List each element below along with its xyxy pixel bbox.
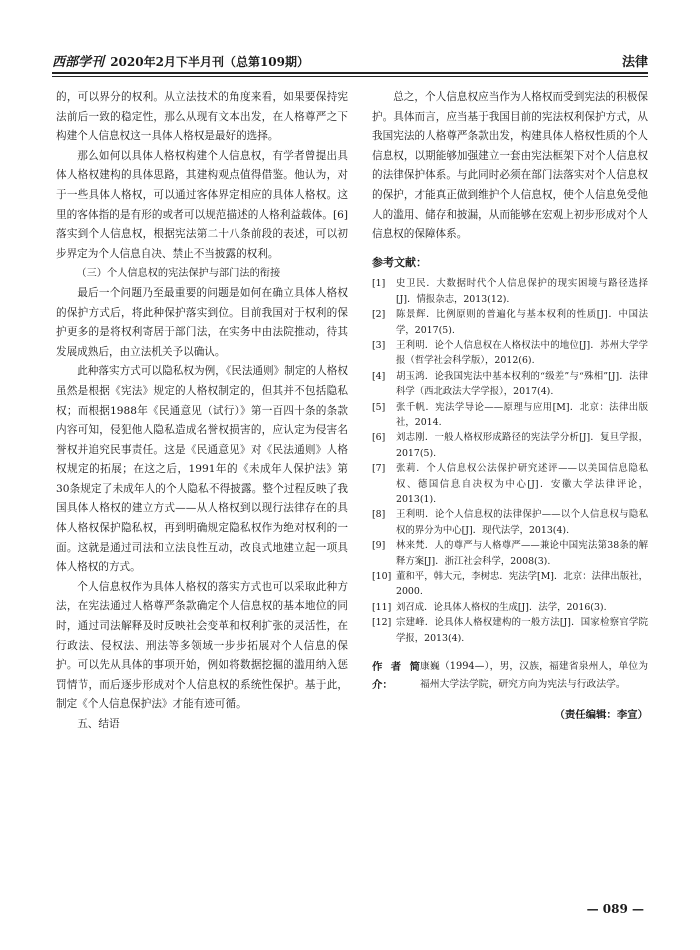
reference-item: [4] 胡玉鸿．论我国宪法中基本权利的“级差”与“殊相”[J]．法律科学（西北政法大学学报），2017(4). — [372, 370, 648, 398]
paragraph: 此种落实方式可以隐私权为例，《民法通则》制定的人格权虽然是根据《宪法》规定的人格权制定的，但其并不包括隐私权；而根据1988年《民通意见（试行）》第一百四十条的条款内容可知，侵犯他人隐私造成名誉权损害的，应认定为侵害名誉权并追究民事责任。这是《民通意见》对《民法通则》人格权规定的拓展；在这之后，1991年的《未成年人保护法》第30条规定了未成年人的个人隐私不得披露。整个过程反映了我国具体人格权的建立方式——从人格权到以现行法律存在的具体人格权保护隐私权，再到明确规定隐私权作为绝对权利的一面。这就是通过司法和立法良性互动，改良式地建立起一项具体人格权的方式。 — [56, 365, 348, 574]
references-list — [372, 276, 648, 646]
author-text: 康巍（1994—），男，汉族，福建省泉州人，单位为福州大学法学院，研究方向为宪法与行政法学。 — [420, 661, 648, 691]
paragraph: 个人信息权作为具体人格权的落实方式也可以采取此种方法，在宪法通过人格尊严条款确定个人信息权的基本地位的同时，通过司法解释及时反映社会变革和权利扩张的灵活性，在行政法、侵权法、刑法等多领域一步步拓展对个人信息的保护。可以先从具体的事项开始，例如将数据挖掘的滥用纳入惩罚情节，而后逐步形成对个人信息权的系统性保护。基于此，制定《个人信息保护法》才能有迹可循。 — [56, 580, 348, 711]
journal-info — [52, 51, 309, 70]
reference-item: [8] 王利明．论个人信息权的法律保护——以个人信息权与隐私权的界分为中心[J]．现代法学，2013(4). — [372, 509, 648, 536]
reference-item: [5] 张千帆．宪法学导论——原理与应用[M]．北京：法律出版社，2014. — [372, 401, 648, 428]
journal-logo: 西部学刊 — [52, 55, 105, 70]
right-column — [372, 88, 648, 726]
header-rule-thick — [52, 72, 648, 74]
paragraph: 那么如何以具体人格权构建个人信息权，有学者曾提出具体人格权建构的具体思路，其建构观点值得借鉴。他认为，对于一些具体人格权，可以通过客体界定相应的具体人格权。这里的客体指的是有形的或者可以规范描述的人格利益载体。[6]落实到个人信息权，根据宪法第二十八条前段的表述，可以初步界定为个人信息自决、禁止不当披露的权利。 — [56, 149, 348, 260]
references-title: 参考文献： — [372, 255, 427, 269]
reference-item: [7] 张莉．个人信息权公法保护研究述评——以美国信息隐私权、德国信息自决权为中心[J]．安徽大学法律评论，2013(1). — [372, 463, 648, 506]
reference-item: [9] 林来梵．人的尊严与人格尊严——兼论中国宪法第38条的解释方案[J]．浙江社会科学，2008(3). — [372, 540, 648, 567]
paragraph: 最后一个问题乃至最重要的问题是如何在确立具体人格权的保护方式后，将此种保护落实到位。目前我国对于权利的保护更多的是将权利寄居于部门法，在实务中由法院推动，待其发展成熟后，由立法机关予以确认。 — [56, 286, 348, 358]
issue-info: 2020年2月下半月刊（总第109期） — [110, 55, 310, 69]
reference-item: [12] 宗建峰．论具体人格权建构的一般方法[J]．国家检察官学院学报，2013(4). — [372, 617, 648, 644]
reference-item: [1] 史卫民．大数据时代个人信息保护的现实困境与路径选择[J]．情报杂志，2013(12). — [372, 278, 648, 305]
section-name: 法律 — [621, 55, 648, 70]
author-label: 作者简介： — [372, 661, 420, 692]
reference-item: [2] 陈景辉．比例原则的普遍化与基本权利的性质[J]．中国法学，2017(5). — [372, 309, 648, 336]
reference-item: [10] 董和平，韩大元，李树忠．宪法学[M]．北京：法律出版社，2000. — [372, 571, 648, 598]
running-header — [52, 48, 648, 70]
reference-item: [11] 刘召成．论具体人格权的生成[J]．法学，2016(3). — [372, 601, 607, 613]
subsection-heading: （三）个人信息权的宪法保护与部门法的衔接 — [76, 268, 281, 280]
responsible-editor: （责任编辑：李宣） — [554, 709, 648, 722]
section-heading: 五、结语 — [77, 718, 120, 730]
paragraph: 的，可以界分的权利。从立法技术的角度来看，如果要保持宪法前后一致的稳定性，那么从现有文本出发，在人格尊严之下构建个人信息权这一具体人格权是最好的选择。 — [56, 91, 348, 143]
page-number: — 089 — — [586, 902, 644, 916]
header-rule-thin — [52, 76, 648, 77]
reference-item: [6] 刘志刚．一般人格权形成路径的宪法学分析[J]．复旦学报，2017(5). — [372, 432, 648, 459]
left-column — [56, 88, 348, 735]
paragraph: 总之，个人信息权应当作为人格权而受到宪法的积极保护。具体而言，应当基于我国目前的宪法权利保护方式，从我国宪法的人格尊严条款出发，构建具体人格权性质的个人信息权，以期能够加强建立一套由宪法框架下对个人信息权的法律保护体系。与此同时必须在部门法落实对个人信息权的保护，才能真正做到维护个人信息权，使个人信息免受他人的滥用、储存和披漏，从而能够在宏观上初步形成对个人信息权的保障体系。 — [372, 91, 648, 241]
reference-item: [3] 王利明．论个人信息权在人格权法中的地位[J]．苏州大学学报（哲学社会科学版），2012(6). — [372, 339, 648, 367]
author-bio — [372, 658, 648, 694]
